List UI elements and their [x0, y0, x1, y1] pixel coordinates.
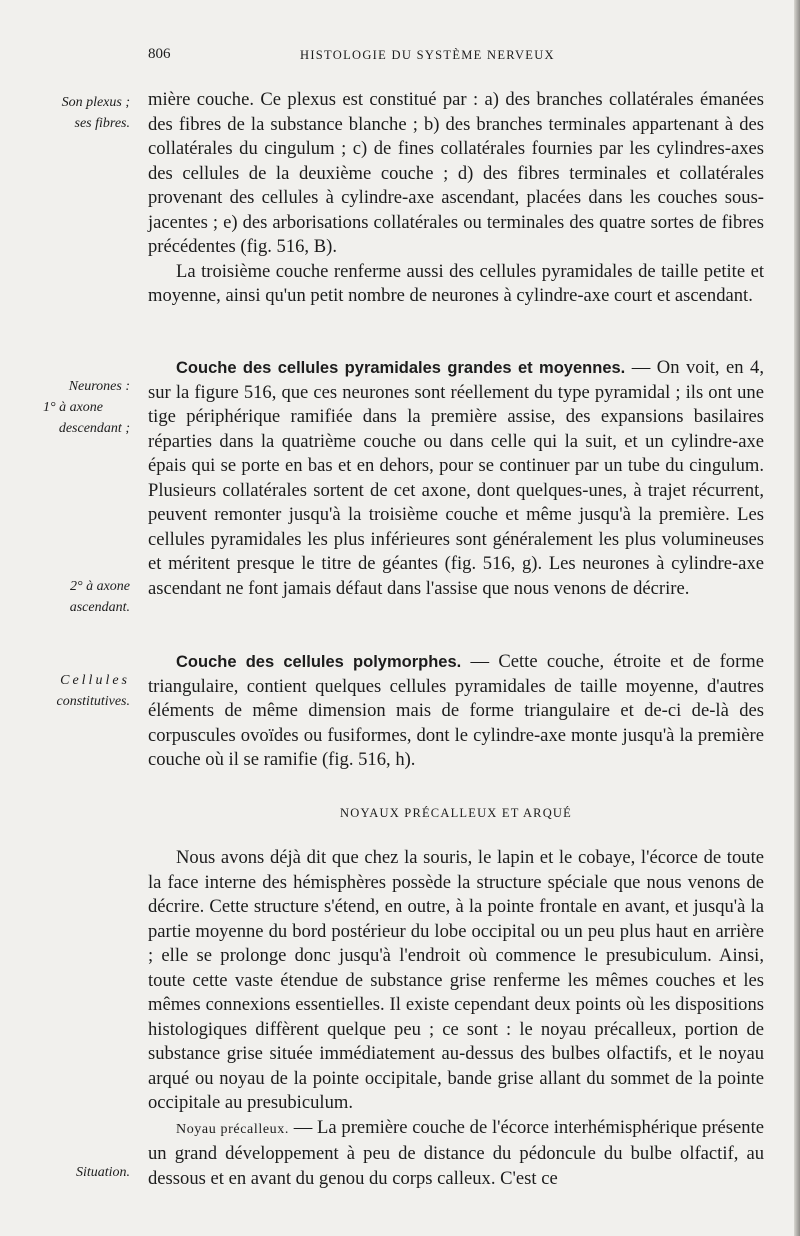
margin-note-axone-ascendant [16, 576, 130, 618]
text-block-noyaux [148, 846, 764, 1191]
paragraph-noyaux: Nous avons déjà dit que chez la souris, le lapin et le cobaye, l'écorce de toute la face interne des hémisphères possède la structure spéciale que nous venons de décrire. Cette structure s'étend, en outre, à la pointe frontale en avant, et jusqu'à la partie moyenne du bord postérieur du lobe occipital ou un peu plus haut en arrière ; elle se prolonge donc jusqu'à l'endroit où commence le presubiculum. Ainsi, toute cette vaste étendue de substance grise renferme les mêmes couches et les mêmes connexions essentielles. Il existe cependant deux points où les dispositions histologiques diffèrent quelque peu ; ce sont : le noyau précalleux, portion de substance grise située immédiatement au-dessus des bulbes olfactifs, et le noyau arqué ou noyau de la pointe occipitale, bande grise allant du sommet de la pointe occipitale au presubiculum. [148, 847, 764, 1113]
paragraph-noyau-precalleux-text: — La première couche de l'écorce interhémisphérique présente un grand développement à peu de distance du pédoncule du bulbe olfactif, au dessous et en avant du genou du corps calleux. C'est ce [148, 1116, 764, 1189]
margin-note-cellules [16, 670, 130, 712]
margin-note-cellules-line1: Cellules [60, 673, 130, 688]
margin-note-axone-desc-line1: 1° à axone [42, 400, 104, 415]
heading-pyramidales: Couche des cellules pyramidales grandes et moyennes. [176, 359, 626, 377]
paragraph-pyramidales-text: — On voit, en 4, sur la figure 516, que ces neurones sont réellement du type pyramidal ; ils ont une tige périphérique ramifiée dans la première assise, des expansions basilaires réparties dans la quatrième couche ou dans celle qui la suit, et un cylindre-axe épais qui se porte en bas et en dehors, pour se continuer par un tube du cingulum. Plusieurs collatérales sortent de cet axone, dont quelques-unes, à trajet récurrent, peuvent remonter jusqu'à la troisième couche et même jusqu'à la première. Les cellules pyramidales les plus inférieures sont généralement les plus volumineuses et méritent presque le titre de géantes (fig. 516, g). Les neurones à cylindre-axe ascendant ne font jamais défaut dans l'assise que nous venons de décrire. [148, 357, 764, 599]
margin-note-neurones [16, 376, 130, 439]
paragraph-polymorphes [148, 650, 764, 773]
margin-note-axone-desc-line2: descendant ; [58, 421, 130, 436]
text-block-pyramidales [148, 356, 764, 601]
margin-note-plexus-line1: Son plexus ; [61, 95, 130, 110]
margin-note-plexus-line2: ses fibres. [74, 116, 130, 131]
page-edge-shadow [794, 0, 800, 1236]
margin-note-axone-asc-line1: 2° à axone [69, 579, 130, 594]
margin-note-axone-asc-line2: ascendant. [69, 600, 130, 615]
paragraph-pyramidales [148, 356, 764, 601]
paragraph-noyau-precalleux [148, 1116, 764, 1192]
heading-polymorphes: Couche des cellules polymorphes. [176, 653, 462, 671]
text-block-polymorphes [148, 650, 764, 773]
margin-note-cellules-line2: constitutives. [56, 694, 130, 709]
text-block-plexus [148, 88, 764, 309]
paragraph-plexus: mière couche. Ce plexus est constitué par : a) des branches collatérales émanées des fibres de la substance blanche ; b) des branches terminales appartenant à des collatérales du cingulum ; c) de fines collatérales fournies par les cylindres-axes des cellules de la deuxième couche ; d) des fibres terminales et collatérales provenant des cellules à cylindre-axe ascendant, placées dans les couches sous-jacentes ; e) des arborisations collatérales ou terminales des quatre sortes de fibres précédentes (fig. 516, B). [148, 89, 764, 257]
label-noyau-precalleux: Noyau précalleux. [176, 1121, 289, 1137]
running-title: HISTOLOGIE DU SYSTÈME NERVEUX [300, 48, 555, 62]
paragraph-troisieme-couche: La troisième couche renferme aussi des cellules pyramidales de taille petite et moyenne, ainsi qu'un petit nombre de neurones à cylindre-axe court et ascendant. [148, 260, 764, 306]
paragraph-polymorphes-text: — Cette couche, étroite et de forme triangulaire, contient quelques cellules pyramidales de taille moyenne, d'autres éléments de même dimension mais de forme triangulaire et de-ci de-là des corpuscules ovoïdes ou fusiformes, dont le cylindre-axe monte jusqu'à la première couche où il se ramifie (fig. 516, h). [148, 651, 764, 770]
page-header [148, 46, 778, 68]
section-title: NOYAUX PRÉCALLEUX ET ARQUÉ [339, 806, 572, 820]
margin-note-situation-line1: Situation. [75, 1165, 130, 1180]
margin-note-plexus [16, 92, 130, 134]
page-number: 806 [148, 46, 171, 62]
margin-note-neurones-line1: Neurones : [68, 379, 130, 394]
margin-note-situation [16, 1162, 130, 1183]
